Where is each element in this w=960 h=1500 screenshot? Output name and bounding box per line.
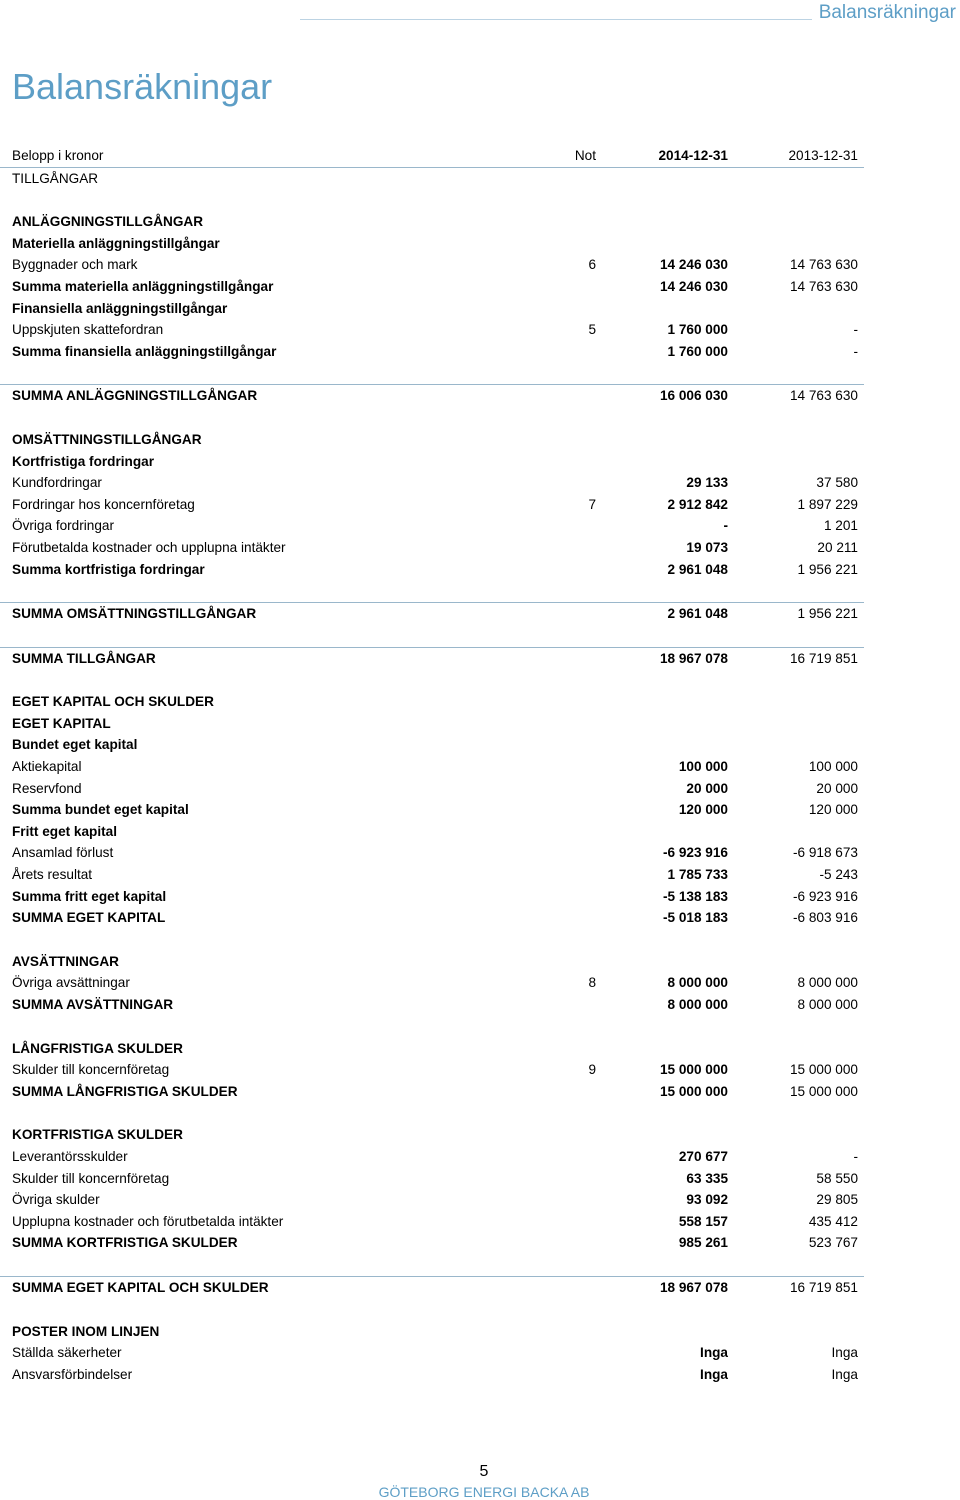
row-label: Kundfordringar [12, 475, 102, 491]
table-row [0, 429, 864, 451]
row-label: Byggnader och mark [12, 257, 138, 273]
row-current-value: 8 000 000 [667, 997, 728, 1012]
table-row [0, 972, 864, 994]
row-previous-value: Inga [831, 1345, 858, 1361]
spacer-row [0, 1299, 864, 1321]
row-current-value: -5 018 183 [662, 910, 728, 926]
row-label: Fritt eget kapital [12, 823, 117, 839]
table-row [0, 602, 864, 625]
row-previous-value: - [853, 322, 858, 338]
row-note: 7 [588, 496, 596, 512]
table-row [0, 1059, 864, 1081]
row-label: ANLÄGGNINGSTILLGÅNGAR [12, 214, 204, 230]
table-row [0, 254, 864, 276]
row-current-value: 1 760 000 [667, 343, 728, 359]
row-current-value: Inga [700, 1366, 728, 1382]
row-current-value: 93 092 [686, 1192, 728, 1208]
row-label: Summa fritt eget kapital [12, 888, 167, 904]
row-label: Ansamlad förlust [12, 845, 114, 861]
row-label: Upplupna kostnader och förutbetalda intäkter [12, 1213, 284, 1229]
row-current-value: 2 961 048 [667, 606, 728, 622]
row-note: 9 [588, 1062, 596, 1078]
row-label: OMSÄTTNINGSTILLGÅNGAR [12, 431, 202, 447]
row-current-value: 29 133 [686, 475, 728, 491]
column-previous-header: 2013-12-31 [788, 148, 858, 163]
row-previous-value: 8 000 000 [797, 997, 858, 1012]
table-row [0, 1189, 864, 1211]
table-row [0, 1342, 864, 1364]
table-row [0, 276, 864, 298]
row-label: Summa bundet eget kapital [12, 802, 189, 818]
row-label: Övriga fordringar [12, 518, 114, 534]
row-label: Ansvarsförbindelser [12, 1366, 133, 1382]
row-previous-value: 1 201 [823, 518, 858, 534]
row-previous-value: -6 918 673 [792, 845, 858, 861]
row-previous-value: 15 000 000 [789, 1062, 858, 1078]
table-row [0, 1276, 864, 1299]
table-row [0, 647, 864, 670]
row-current-value: 18 967 078 [659, 1279, 728, 1295]
row-current-value: 1 785 733 [667, 867, 728, 883]
table-row [0, 1124, 864, 1146]
row-current-value: 100 000 [678, 759, 728, 775]
row-previous-value: 523 767 [808, 1235, 858, 1251]
table-row [0, 1038, 864, 1060]
row-previous-value: 14 763 630 [789, 388, 858, 404]
row-label: Övriga skulder [12, 1192, 100, 1208]
row-current-value: - [723, 518, 728, 534]
row-previous-value: 120 000 [808, 802, 858, 818]
row-current-value: 120 000 [678, 802, 728, 818]
row-previous-value: 14 763 630 [789, 278, 858, 294]
table-row [0, 691, 864, 713]
balance-sheet-table [0, 145, 960, 1385]
row-current-value: -6 923 916 [662, 845, 728, 861]
table-row [0, 211, 864, 233]
row-note: 6 [588, 257, 596, 273]
table-row [0, 559, 864, 581]
table-row [0, 821, 864, 843]
row-label: KORTFRISTIGA SKULDER [12, 1127, 183, 1143]
header-rule [300, 19, 812, 20]
row-label: Fordringar hos koncernföretag [12, 496, 195, 512]
row-previous-value: Inga [831, 1366, 858, 1382]
row-current-value: 15 000 000 [659, 1083, 728, 1099]
row-previous-value: - [853, 1148, 858, 1164]
table-row [0, 842, 864, 864]
spacer-row [0, 669, 864, 691]
row-current-value: 15 000 000 [659, 1062, 728, 1078]
row-label: SUMMA OMSÄTTNINGSTILLGÅNGAR [12, 606, 257, 622]
row-previous-value: 20 211 [817, 539, 858, 555]
table-row [0, 713, 864, 735]
row-label: SUMMA TILLGÅNGAR [12, 650, 156, 666]
spacer-row [0, 1016, 864, 1038]
table-row [0, 341, 864, 363]
row-previous-value: -6 803 916 [792, 910, 858, 926]
column-note-header: Not [574, 148, 596, 163]
row-label: Ställda säkerheter [12, 1345, 122, 1361]
table-row [0, 778, 864, 800]
row-current-value: 2 912 842 [667, 496, 728, 512]
column-current-header: 2014-12-31 [658, 148, 728, 163]
row-current-value: 1 760 000 [667, 322, 728, 338]
row-current-value: 985 261 [678, 1235, 728, 1251]
row-label: POSTER INOM LINJEN [12, 1323, 160, 1339]
row-current-value: Inga [700, 1345, 728, 1361]
row-current-value: -5 138 183 [662, 888, 728, 904]
row-current-value: 2 961 048 [667, 561, 728, 577]
table-row [0, 515, 864, 537]
row-label: Leverantörsskulder [12, 1148, 128, 1164]
row-previous-value: 29 805 [816, 1192, 858, 1208]
table-row [0, 799, 864, 821]
spacer-row [0, 929, 864, 951]
row-note: 8 [588, 975, 596, 991]
row-label: LÅNGFRISTIGA SKULDER [12, 1040, 183, 1056]
row-label: Summa finansiella anläggningstillgångar [12, 343, 277, 359]
row-current-value: 14 246 030 [659, 278, 728, 294]
spacer-row [0, 189, 864, 211]
row-previous-value: 435 412 [808, 1213, 858, 1229]
row-previous-value: 20 000 [816, 780, 858, 796]
row-current-value: 558 157 [678, 1213, 728, 1229]
row-label: EGET KAPITAL [12, 715, 111, 731]
table-row [0, 168, 864, 190]
row-previous-value: 15 000 000 [789, 1083, 858, 1099]
row-label: Övriga avsättningar [12, 975, 130, 991]
row-label: SUMMA KORTFRISTIGA SKULDER [12, 1235, 238, 1251]
spacer-row [0, 1102, 864, 1124]
table-row [0, 298, 864, 320]
row-label: EGET KAPITAL OCH SKULDER [12, 694, 214, 710]
row-label: SUMMA LÅNGFRISTIGA SKULDER [12, 1083, 238, 1099]
row-label: Summa kortfristiga fordringar [12, 561, 205, 577]
table-row [0, 451, 864, 473]
table-row [0, 472, 864, 494]
row-label: SUMMA AVSÄTTNINGAR [12, 997, 174, 1012]
table-row [0, 1211, 864, 1233]
table-row [0, 1321, 864, 1343]
table-row [0, 951, 864, 973]
statement-rows [0, 168, 960, 1386]
row-label: Bundet eget kapital [12, 737, 138, 753]
row-previous-value: 1 897 229 [797, 496, 858, 512]
table-row [0, 384, 864, 407]
row-previous-value: 100 000 [808, 759, 858, 775]
spacer-row [0, 625, 864, 647]
table-row [0, 994, 864, 1016]
row-label: Skulder till koncernföretag [12, 1170, 170, 1186]
row-label: Kortfristiga fordringar [12, 453, 154, 469]
table-row [0, 1232, 864, 1254]
row-label: SUMMA ANLÄGGNINGSTILLGÅNGAR [12, 388, 258, 404]
row-label: AVSÄTTNINGAR [12, 953, 119, 969]
table-row [0, 864, 864, 886]
spacer-row [0, 580, 864, 602]
row-label: SUMMA EGET KAPITAL [12, 910, 166, 926]
table-row [0, 1081, 864, 1103]
table-row [0, 734, 864, 756]
page-title: Balansräkningar [12, 66, 273, 107]
footer-company: GÖTEBORG ENERGI BACKA AB [378, 1484, 590, 1500]
row-label: Förutbetalda kostnader och upplupna intäkter [12, 539, 286, 555]
table-row [0, 886, 864, 908]
row-previous-value: 8 000 000 [797, 975, 858, 991]
row-note: 5 [588, 322, 596, 338]
row-current-value: 270 677 [678, 1148, 728, 1164]
table-row [0, 494, 864, 516]
row-label: Summa materiella anläggningstillgångar [12, 278, 274, 294]
header-title: Balansräkningar [818, 2, 956, 23]
table-row [0, 319, 864, 341]
row-previous-value: 37 580 [816, 475, 858, 491]
spacer-row [0, 407, 864, 429]
table-row [0, 1146, 864, 1168]
row-current-value: 16 006 030 [659, 388, 728, 404]
row-label: Materiella anläggningstillgångar [12, 235, 220, 251]
row-current-value: 20 000 [686, 780, 728, 796]
row-previous-value: 16 719 851 [789, 1279, 858, 1295]
row-previous-value: -5 243 [819, 867, 858, 883]
spacer-row [0, 1254, 864, 1276]
table-row [0, 233, 864, 255]
row-label: Årets resultat [12, 867, 93, 883]
table-row [0, 756, 864, 778]
row-label: Finansiella anläggningstillgångar [12, 300, 228, 316]
row-current-value: 19 073 [686, 539, 728, 555]
row-previous-value: 1 956 221 [797, 606, 858, 622]
row-label: SUMMA EGET KAPITAL OCH SKULDER [12, 1279, 269, 1295]
column-header-row [0, 145, 864, 168]
row-current-value: 8 000 000 [667, 975, 728, 991]
spacer-row [0, 362, 864, 384]
row-label: Reservfond [12, 780, 82, 796]
page-number: 5 [479, 1463, 489, 1480]
row-current-value: 63 335 [686, 1170, 728, 1186]
row-previous-value: 16 719 851 [789, 650, 858, 666]
table-row [0, 907, 864, 929]
row-label: Uppskjuten skattefordran [12, 322, 164, 338]
row-previous-value: - [853, 343, 858, 359]
row-label: Skulder till koncernföretag [12, 1062, 170, 1078]
running-header [0, 0, 960, 30]
row-current-value: 18 967 078 [659, 650, 728, 666]
row-label: TILLGÅNGAR [12, 170, 99, 186]
table-row [0, 537, 864, 559]
table-row [0, 1168, 864, 1190]
row-previous-value: 1 956 221 [797, 561, 858, 577]
row-current-value: 14 246 030 [659, 257, 728, 273]
table-row [0, 1364, 864, 1386]
row-previous-value: 14 763 630 [789, 257, 858, 273]
row-previous-value: -6 923 916 [792, 888, 858, 904]
row-label: Aktiekapital [12, 759, 82, 775]
row-previous-value: 58 550 [816, 1170, 858, 1186]
column-label-header: Belopp i kronor [12, 148, 104, 163]
